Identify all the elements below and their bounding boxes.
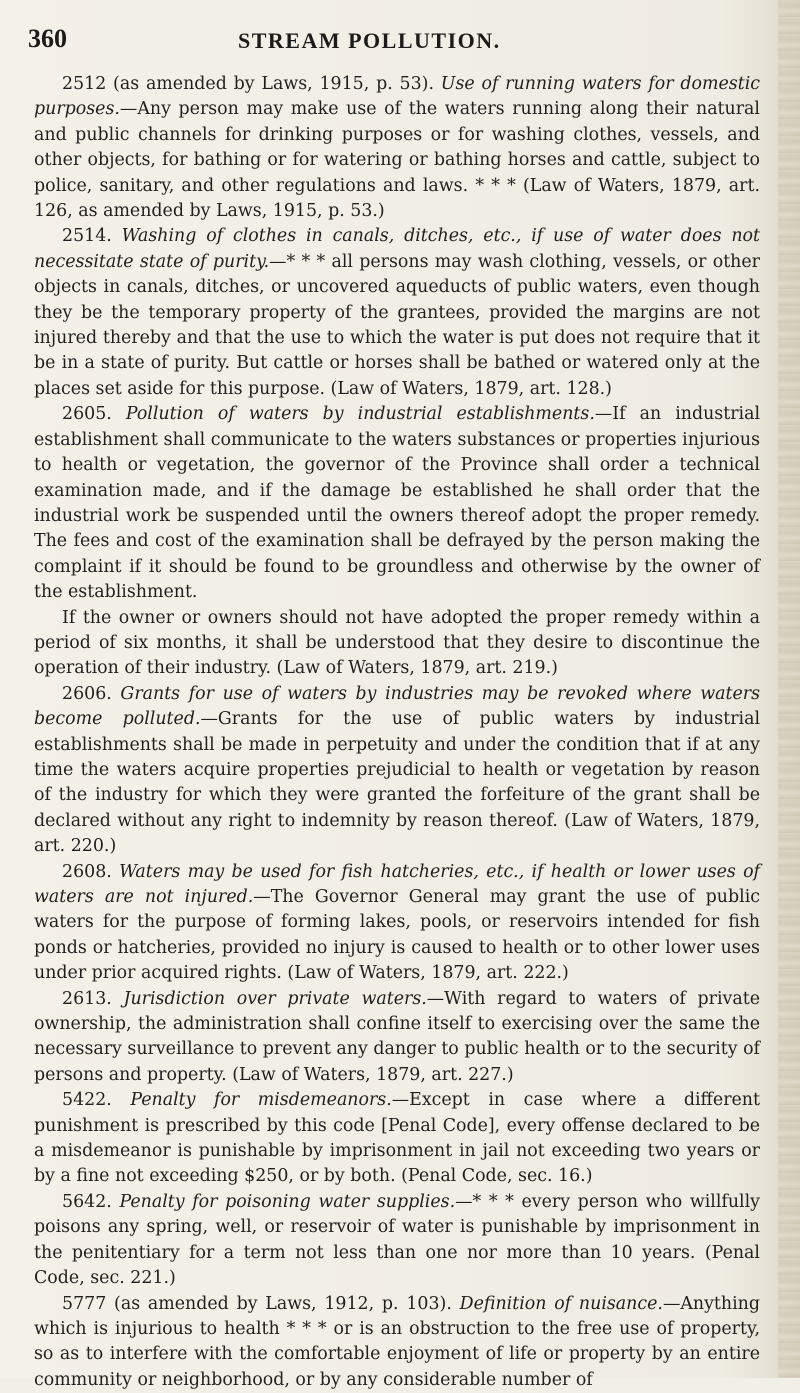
section-body: —If an industrial establishment shall communicate to the waters substances or properties injurious to health or vegetation, the governor of the Province shall order a technical examination made, and if the damage be established he shall order that the industrial work be suspended until the owners thereof adopt the proper remedy. The fees and cost of the examination shall be defrayed by the person making the complaint if it should be found to be groundless and otherwise by the owner of the establishment. [34, 404, 760, 602]
section-body: —With regard to waters of private ownership, the administration shall confine itself to exercising over the same the necessary surveillance to prevent any danger to public health or to the security of persons and property. (Law of Waters, 1879, art. 227.) [34, 989, 760, 1085]
section-lead: 2608. [62, 862, 112, 882]
section-body: —* * * all persons may wash clothing, vessels, or other objects in canals, ditches, or uncovered aqueducts of public waters, even though they be the temporary property of the grantees, provided the margins are not injured thereby and that the use to which the water is put does not require that it be in a state of purity. But cattle or horses shall be bathed or watered only at the places set aside for this purpose. (Law of Waters, 1879, art. 128.) [34, 252, 760, 399]
section-lead: 2512 (as amended by Laws, 1915, p. 53). [62, 74, 434, 94]
section-body: —Grants for the use of public waters by industrial establishments shall be made in perpetuity and under the condition that if at any time the waters acquire properties prejudicial to health or vegetation by reason of the industry for which they were granted the forfeiture of the grant shall be declared without any right to indemnity by reason thereof. (Law of Waters, 1879, art. 220.) [34, 709, 760, 856]
paragraph-2606 [34, 682, 760, 860]
paragraph-5777 [34, 1292, 760, 1393]
section-body: —Anything which is injurious to health * * * or is an obstruction to the free use of property, so as to interfere with the comfortable enjoyment of life or property by an entire community or neighborhood, or by any considerable number of [34, 1294, 760, 1390]
section-body: —* * * every person who willfully poisons any spring, well, or reservoir of water is punishable by imprisonment in the penitentiary for a term not less than one nor more than 10 years. (Penal Code, sec. 221.) [34, 1192, 760, 1288]
body-text [34, 72, 760, 1393]
section-body: —Any person may make use of the waters running along their natural and public channels for drinking purposes or for washing clothes, vessels, and other objects, for bathing or for watering or bathing horses and cattle, subject to police, sanitary, and other regulations and laws. * * * (Law of Waters, 1879, art. 126, as amended by Laws, 1915, p. 53.) [34, 99, 760, 221]
page-edge-shadow [778, 0, 800, 1378]
section-lead: 2606. [62, 684, 112, 704]
section-lead: 5777 (as amended by Laws, 1912, p. 103). [62, 1294, 452, 1314]
paragraph-2605 [34, 402, 760, 605]
section-lead: 5422. [62, 1090, 112, 1110]
paragraph-2605-continued [34, 606, 760, 682]
paragraph-2512 [34, 72, 760, 224]
paragraph-2514 [34, 224, 760, 402]
running-head: STREAM POLLUTION. [238, 24, 501, 58]
section-lead: 2605. [62, 404, 112, 424]
section-lead: 2613. [62, 989, 112, 1009]
section-heading: Penalty for poisoning water supplies. [119, 1192, 455, 1212]
section-heading: Washing of clothes in canals, ditches, etc., if use of water does not necessitate state of purity. [34, 226, 760, 271]
section-heading: Penalty for misdemeanors. [130, 1090, 391, 1110]
section-lead: 5642. [62, 1192, 112, 1212]
paragraph-2608 [34, 860, 760, 987]
section-heading: Waters may be used for fish hatcheries, etc., if health or lower uses of waters are not injured. [34, 862, 760, 907]
section-lead: 2514. [62, 226, 112, 246]
page-header [28, 22, 748, 58]
section-body: —The Governor General may grant the use of public waters for the purpose of forming lakes, pools, or reservoirs intended for fish ponds or hatcheries, provided no injury is caused to health or to other lower uses under prior acquired rights. (Law of Waters, 1879, art. 222.) [34, 887, 760, 983]
section-body: If the owner or owners should not have adopted the proper remedy within a period of six months, it shall be understood that they desire to discontinue the operation of their industry. (Law of Waters, 1879, art. 219.) [34, 608, 760, 679]
paragraph-5422 [34, 1088, 760, 1190]
paragraph-2613 [34, 987, 760, 1089]
section-body: —Except in case where a different punishment is prescribed by this code [Penal Code], every offense declared to be a misdemeanor is punishable by imprisonment in jail not exceeding two years or by a fine not exceeding $250, or by both. (Penal Code, sec. 16.) [34, 1090, 760, 1186]
paragraph-5642 [34, 1190, 760, 1292]
section-heading: Grants for use of waters by industries may be revoked where waters become polluted. [34, 684, 760, 729]
page-number: 360 [28, 22, 67, 56]
section-heading: Jurisdiction over private waters. [123, 989, 426, 1009]
section-heading: Pollution of waters by industrial establishments. [126, 404, 595, 424]
section-heading: Use of running waters for domestic purposes. [34, 74, 760, 119]
section-heading: Definition of nuisance. [460, 1294, 663, 1314]
